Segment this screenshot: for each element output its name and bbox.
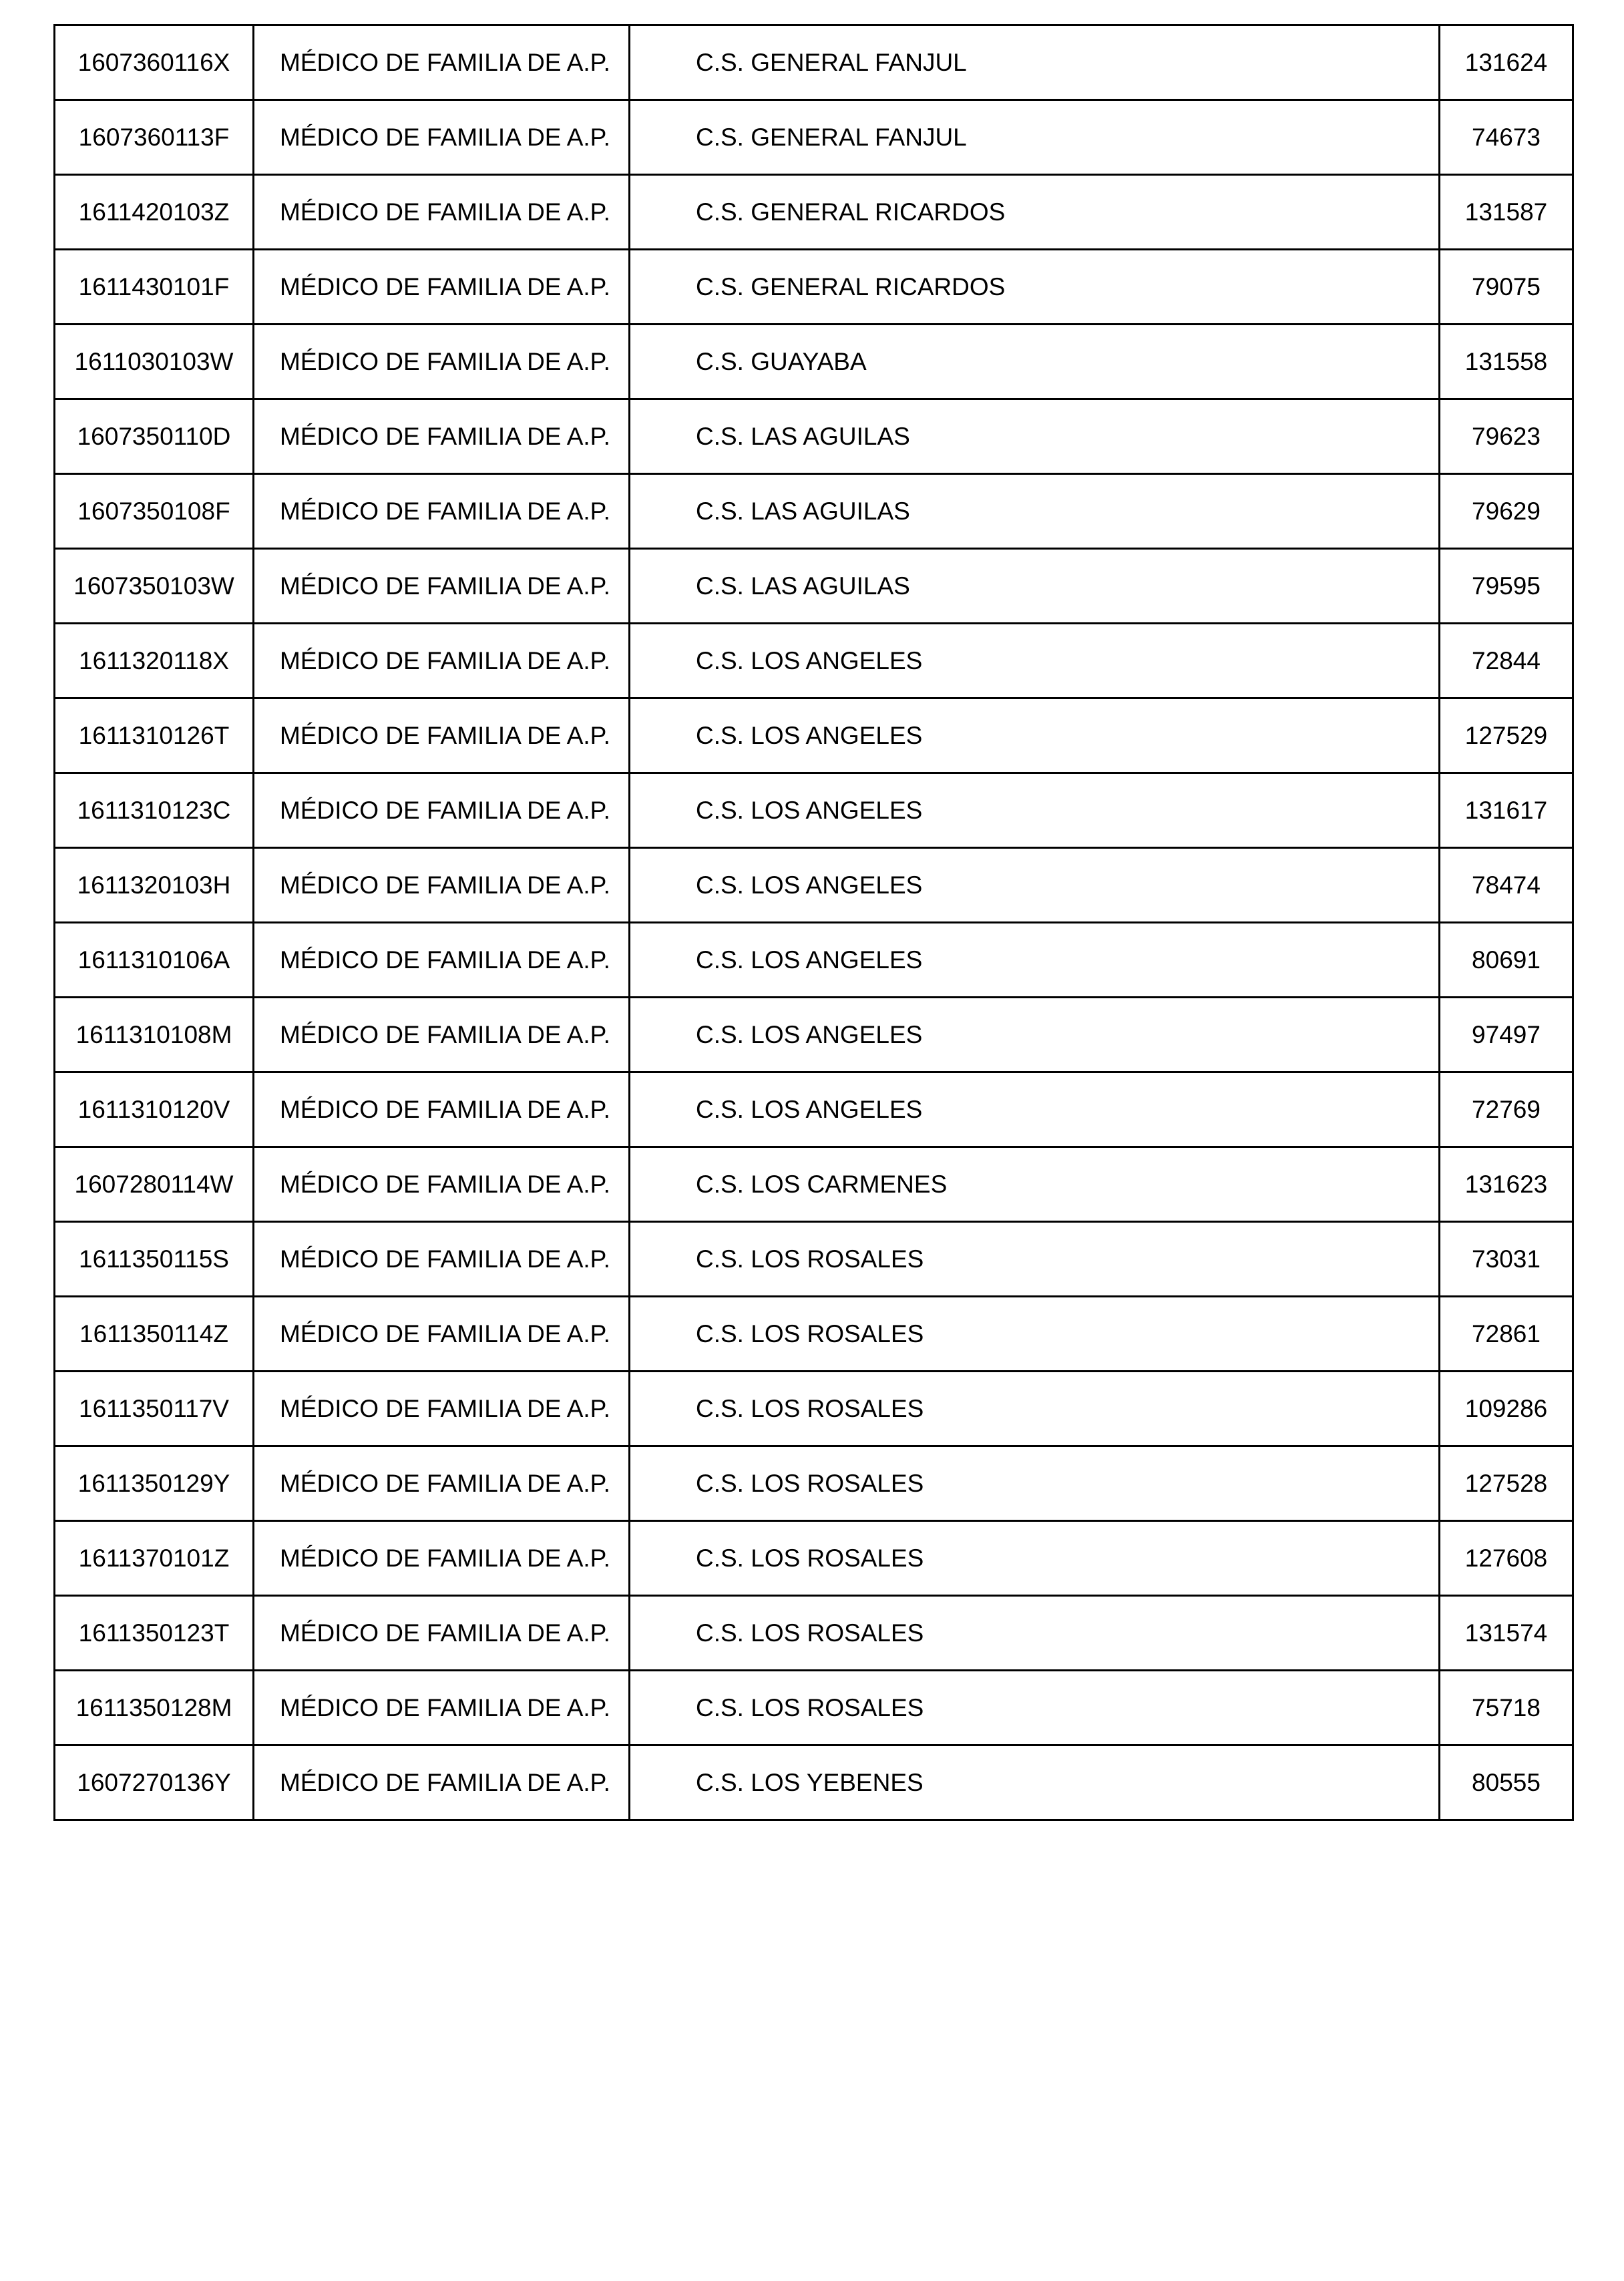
cell-center: C.S. LOS ROSALES: [630, 1521, 1440, 1596]
cell-post: MÉDICO DE FAMILIA DE A.P.: [254, 549, 630, 624]
cell-center: C.S. LAS AGUILAS: [630, 549, 1440, 624]
cell-code: 1607350103W: [55, 549, 254, 624]
cell-number: 79075: [1440, 250, 1573, 325]
cell-center: C.S. GENERAL FANJUL: [630, 25, 1440, 100]
cell-number: 75718: [1440, 1671, 1573, 1745]
cell-post: MÉDICO DE FAMILIA DE A.P.: [254, 1372, 630, 1446]
table-row: [55, 25, 1573, 100]
table-row: [55, 549, 1573, 624]
table-row: [55, 1222, 1573, 1297]
cell-center: C.S. LOS ROSALES: [630, 1446, 1440, 1521]
cell-number: 72844: [1440, 624, 1573, 698]
table-row: [55, 1372, 1573, 1446]
cell-post: MÉDICO DE FAMILIA DE A.P.: [254, 923, 630, 998]
cell-number: 79595: [1440, 549, 1573, 624]
cell-number: 131617: [1440, 773, 1573, 848]
cell-post: MÉDICO DE FAMILIA DE A.P.: [254, 998, 630, 1072]
cell-number: 127608: [1440, 1521, 1573, 1596]
cell-code: 1611030103W: [55, 325, 254, 399]
cell-post: MÉDICO DE FAMILIA DE A.P.: [254, 1596, 630, 1671]
cell-center: C.S. LAS AGUILAS: [630, 399, 1440, 474]
cell-number: 80691: [1440, 923, 1573, 998]
cell-code: 1607350108F: [55, 474, 254, 549]
cell-post: MÉDICO DE FAMILIA DE A.P.: [254, 1147, 630, 1222]
cell-center: C.S. LOS ROSALES: [630, 1596, 1440, 1671]
cell-code: 1611310126T: [55, 698, 254, 773]
cell-number: 80555: [1440, 1745, 1573, 1820]
cell-center: C.S. LOS ROSALES: [630, 1297, 1440, 1372]
cell-center: C.S. LOS ANGELES: [630, 773, 1440, 848]
cell-post: MÉDICO DE FAMILIA DE A.P.: [254, 1521, 630, 1596]
cell-center: C.S. LOS ANGELES: [630, 998, 1440, 1072]
cell-number: 72861: [1440, 1297, 1573, 1372]
cell-center: C.S. LOS ROSALES: [630, 1671, 1440, 1745]
table-row: [55, 1596, 1573, 1671]
cell-number: 73031: [1440, 1222, 1573, 1297]
cell-center: C.S. LOS ROSALES: [630, 1372, 1440, 1446]
cell-code: 1607270136Y: [55, 1745, 254, 1820]
cell-center: C.S. LOS CARMENES: [630, 1147, 1440, 1222]
cell-code: 1611320103H: [55, 848, 254, 923]
cell-post: MÉDICO DE FAMILIA DE A.P.: [254, 1297, 630, 1372]
cell-code: 1607350110D: [55, 399, 254, 474]
cell-code: 1611350114Z: [55, 1297, 254, 1372]
table-row: [55, 998, 1573, 1072]
cell-number: 78474: [1440, 848, 1573, 923]
cell-code: 1611370101Z: [55, 1521, 254, 1596]
cell-center: C.S. LOS ANGELES: [630, 624, 1440, 698]
cell-post: MÉDICO DE FAMILIA DE A.P.: [254, 1446, 630, 1521]
cell-center: C.S. GENERAL RICARDOS: [630, 175, 1440, 250]
cell-post: MÉDICO DE FAMILIA DE A.P.: [254, 399, 630, 474]
cell-post: MÉDICO DE FAMILIA DE A.P.: [254, 1745, 630, 1820]
table-row: [55, 100, 1573, 175]
cell-code: 1611350123T: [55, 1596, 254, 1671]
table-row: [55, 1297, 1573, 1372]
cell-number: 131574: [1440, 1596, 1573, 1671]
cell-post: MÉDICO DE FAMILIA DE A.P.: [254, 25, 630, 100]
table-row: [55, 1072, 1573, 1147]
cell-code: 1611430101F: [55, 250, 254, 325]
table-row: [55, 175, 1573, 250]
table-row: [55, 1521, 1573, 1596]
cell-code: 1611310108M: [55, 998, 254, 1072]
cell-center: C.S. LAS AGUILAS: [630, 474, 1440, 549]
cell-center: C.S. GENERAL FANJUL: [630, 100, 1440, 175]
table-row: [55, 923, 1573, 998]
cell-post: MÉDICO DE FAMILIA DE A.P.: [254, 1671, 630, 1745]
table-row: [55, 773, 1573, 848]
cell-code: 1607280114W: [55, 1147, 254, 1222]
table-row: [55, 1745, 1573, 1820]
cell-post: MÉDICO DE FAMILIA DE A.P.: [254, 848, 630, 923]
cell-number: 79623: [1440, 399, 1573, 474]
cell-number: 131624: [1440, 25, 1573, 100]
cell-center: C.S. LOS ROSALES: [630, 1222, 1440, 1297]
table-body: [55, 25, 1573, 1820]
cell-post: MÉDICO DE FAMILIA DE A.P.: [254, 1072, 630, 1147]
cell-code: 1611350128M: [55, 1671, 254, 1745]
cell-post: MÉDICO DE FAMILIA DE A.P.: [254, 474, 630, 549]
cell-code: 1611350117V: [55, 1372, 254, 1446]
cell-number: 79629: [1440, 474, 1573, 549]
cell-center: C.S. LOS ANGELES: [630, 923, 1440, 998]
cell-code: 1607360116X: [55, 25, 254, 100]
cell-code: 1611350129Y: [55, 1446, 254, 1521]
table-row: [55, 698, 1573, 773]
cell-number: 131587: [1440, 175, 1573, 250]
cell-number: 72769: [1440, 1072, 1573, 1147]
positions-table: [53, 24, 1574, 1821]
table-row: [55, 1147, 1573, 1222]
cell-code: 1611350115S: [55, 1222, 254, 1297]
table-row: [55, 1446, 1573, 1521]
cell-center: C.S. GUAYABA: [630, 325, 1440, 399]
cell-code: 1611420103Z: [55, 175, 254, 250]
cell-center: C.S. LOS ANGELES: [630, 698, 1440, 773]
table-row: [55, 399, 1573, 474]
cell-center: C.S. LOS ANGELES: [630, 848, 1440, 923]
cell-number: 131623: [1440, 1147, 1573, 1222]
table-row: [55, 624, 1573, 698]
cell-post: MÉDICO DE FAMILIA DE A.P.: [254, 325, 630, 399]
cell-center: C.S. LOS ANGELES: [630, 1072, 1440, 1147]
table-row: [55, 474, 1573, 549]
table-row: [55, 325, 1573, 399]
cell-code: 1611310106A: [55, 923, 254, 998]
table-row: [55, 1671, 1573, 1745]
cell-number: 127528: [1440, 1446, 1573, 1521]
cell-post: MÉDICO DE FAMILIA DE A.P.: [254, 175, 630, 250]
table-row: [55, 250, 1573, 325]
cell-code: 1611320118X: [55, 624, 254, 698]
cell-center: C.S. LOS YEBENES: [630, 1745, 1440, 1820]
cell-post: MÉDICO DE FAMILIA DE A.P.: [254, 698, 630, 773]
cell-number: 74673: [1440, 100, 1573, 175]
cell-number: 109286: [1440, 1372, 1573, 1446]
cell-code: 1607360113F: [55, 100, 254, 175]
cell-code: 1611310123C: [55, 773, 254, 848]
table-row: [55, 848, 1573, 923]
cell-number: 97497: [1440, 998, 1573, 1072]
cell-post: MÉDICO DE FAMILIA DE A.P.: [254, 624, 630, 698]
cell-post: MÉDICO DE FAMILIA DE A.P.: [254, 773, 630, 848]
cell-number: 131558: [1440, 325, 1573, 399]
cell-post: MÉDICO DE FAMILIA DE A.P.: [254, 100, 630, 175]
cell-post: MÉDICO DE FAMILIA DE A.P.: [254, 250, 630, 325]
cell-post: MÉDICO DE FAMILIA DE A.P.: [254, 1222, 630, 1297]
cell-code: 1611310120V: [55, 1072, 254, 1147]
cell-center: C.S. GENERAL RICARDOS: [630, 250, 1440, 325]
cell-number: 127529: [1440, 698, 1573, 773]
